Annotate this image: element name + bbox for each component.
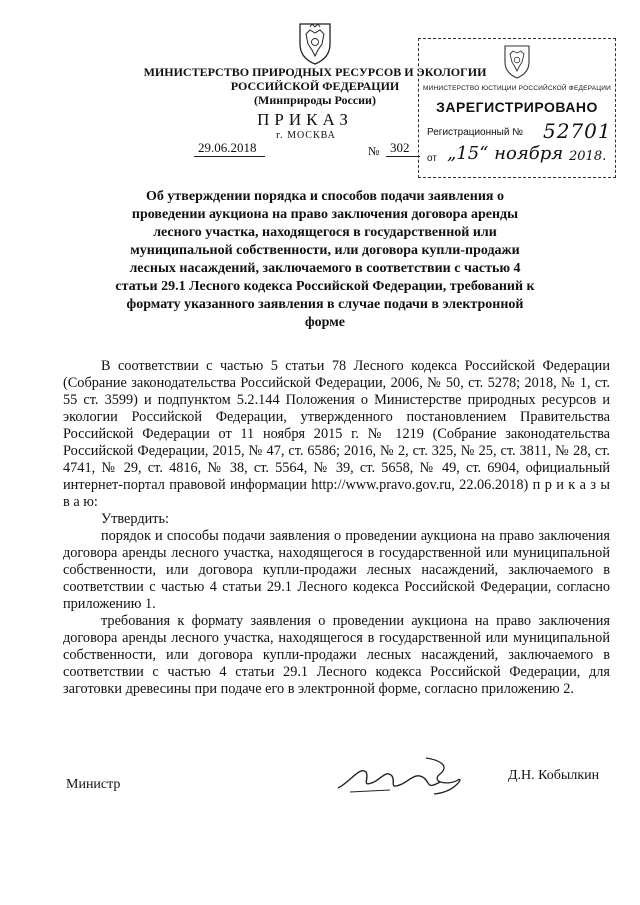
signer-title: Министр: [66, 777, 121, 792]
document-body: [63, 358, 610, 698]
stamp-coat-of-arms-icon: [499, 43, 535, 79]
handwritten-signature: [330, 752, 470, 798]
ministry-name-line2: РОССИЙСКОЙ ФЕДЕРАЦИИ: [230, 79, 400, 93]
body-paragraph-item-2: требования к формату заявления о проведении аукциона на право заключения договора аренды лесного участка, находящегося в государственной или муниципальной собственности, или договора купли-продажи лесных насаждений, заключаемого в соответствии с частью 4 статьи 29.1 Лесного кодекса Российской Федерации, для заготовки древесины при подаче его в электронной форме, согласно приложению 2.: [63, 613, 610, 697]
order-city: г. МОСКВА: [276, 130, 336, 141]
document-title: Об утверждении порядка и способов подачи заявления о проведении аукциона на право заключения договора аренды лесного участка, находящегося в государственной или муниципальной собственности, или договора купли-продажи лесных насаждений, заключаемого в соответствии с частью 4 статьи 29.1 Лесного кодекса Российской Федерации, требований к формату указанного заявления в случае подачи в электронной форме: [115, 189, 535, 330]
body-paragraph-preamble: В соответствии с частью 5 статьи 78 Лесного кодекса Российской Федерации (Собрание законодательства Российской Федерации, 2006, № 50, ст. 5278; 2018, № 1, ст. 55 ст. 3599) и подпунктом 5.2.144 Положения о Министерстве природных ресурсов и экологии Российской Федерации, утвержденного постановлением Правительства Российской Федерации от 11 ноября 2015 г. № 1219 (Собрание законодательства Российской Федерации, 2015, № 47, ст. 6586; 2016, № 2, ст. 325, № 25, ст. 3811, № 28, ст. 4741, № 29, ст. 4816, № 38, ст. 5564, № 39, ст. 5658, № 49, ст. 6904, официальный интернет-портал правовой информации http://www.pravo.gov.ru, 22.06.2018) п р и к а з ы в а ю:: [63, 358, 610, 510]
stamp-from-label: от: [427, 153, 437, 164]
order-title: ПРИКАЗ: [257, 110, 353, 129]
signer-name: Д.Н. Кобылкин: [508, 768, 600, 783]
stamp-registration-label: Регистрационный №: [427, 127, 523, 138]
order-number: 302: [386, 140, 420, 157]
stamp-registered: ЗАРЕГИСТРИРОВАНО: [436, 99, 598, 115]
registration-stamp: [418, 38, 616, 178]
stamp-ministry: МИНИСТЕРСТВО ЮСТИЦИИ РОССИЙСКОЙ ФЕДЕРАЦИИ: [422, 85, 612, 92]
order-number-label: №: [368, 144, 380, 158]
ministry-name-line1: МИНИСТЕРСТВО ПРИРОДНЫХ РЕСУРСОВ И ЭКОЛОГИИ: [143, 65, 487, 79]
body-paragraph-item-1: порядок и способы подачи заявления о проведении аукциона на право заключения договора аренды лесного участка, находящегося в государственной или муниципальной собственности, или договора купли-продажи лесных насаждений, заключаемого в соответствии с частью 4 статьи 29.1 Лесного кодекса Российской Федерации, согласно приложению 1.: [63, 528, 610, 612]
coat-of-arms-icon: [292, 20, 338, 66]
body-paragraph-approve: Утвердить:: [101, 511, 170, 527]
ministry-short-name: (Минприроды России): [254, 93, 376, 107]
order-date: 29.06.2018: [194, 140, 265, 157]
stamp-registration-number: 52701: [543, 119, 612, 143]
stamp-registration-year: 2018.: [569, 149, 607, 164]
stamp-registration-date: „15“ ноября: [447, 143, 564, 164]
